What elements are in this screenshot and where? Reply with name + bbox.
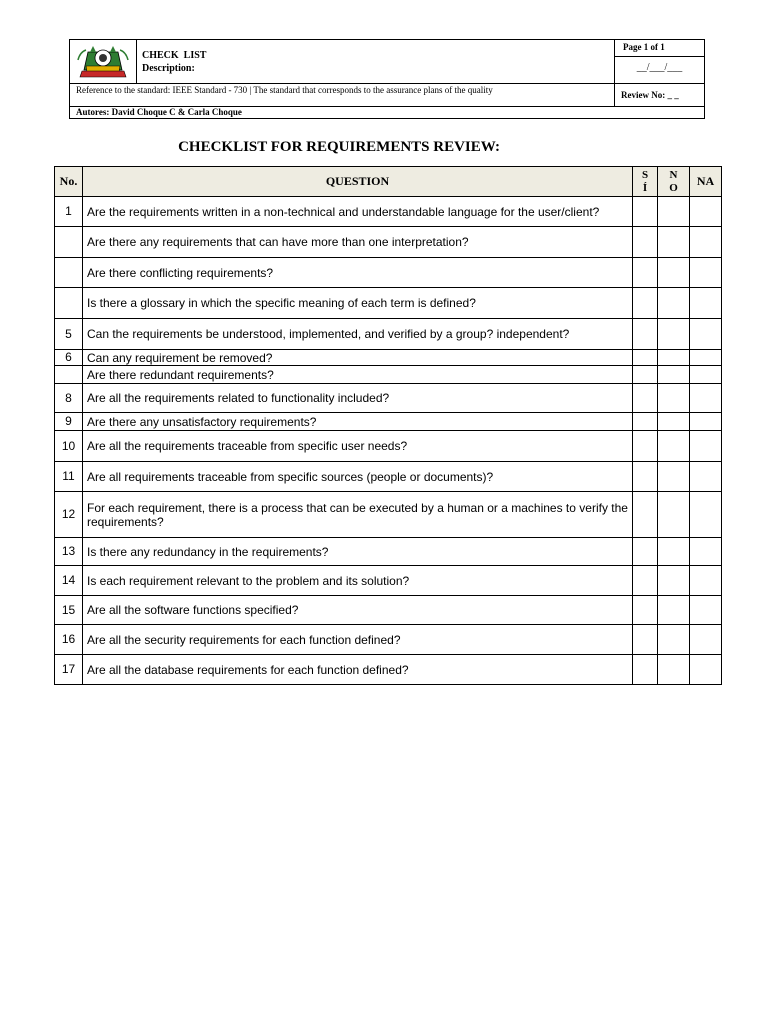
no-checkbox-cell[interactable] [658,625,690,655]
row-number: 6 [55,350,83,366]
question-text: Are there any unsatisfactory requirements? [83,413,633,431]
table-row [55,197,722,227]
no-checkbox-cell[interactable] [658,350,690,366]
reference-standard: Reference to the standard: IEEE Standard - 730 | The standard that corresponds to the assurance plans of the quality [70,84,614,107]
no-checkbox-cell[interactable] [658,655,690,685]
check-list-label: CHECK LIST [142,50,207,61]
na-checkbox-cell[interactable] [690,227,722,258]
question-text: Are there any requirements that can have more than one interpretation? [83,227,633,258]
question-text: Is each requirement relevant to the problem and its solution? [83,566,633,596]
table-row [55,227,722,258]
authors: Autores: David Choque C & Carla Choque [76,107,242,117]
column-header-question: QUESTION [83,167,633,197]
na-checkbox-cell[interactable] [690,596,722,625]
table-row [55,384,722,413]
question-text: Are all requirements traceable from specific sources (people or documents)? [83,462,633,492]
na-checkbox-cell[interactable] [690,413,722,431]
column-header-na: NA [690,167,722,197]
no-checkbox-cell[interactable] [658,538,690,566]
na-checkbox-cell[interactable] [690,655,722,685]
document-header [69,39,705,119]
si-checkbox-cell[interactable] [633,492,658,538]
na-checkbox-cell[interactable] [690,462,722,492]
si-checkbox-cell[interactable] [633,366,658,384]
si-checkbox-cell[interactable] [633,413,658,431]
logo-cell [70,40,137,84]
question-text: Can the requirements be understood, implemented, and verified by a group? independent? [83,319,633,350]
row-number [55,258,83,288]
no-checkbox-cell[interactable] [658,431,690,462]
si-checkbox-cell[interactable] [633,655,658,685]
no-checkbox-cell[interactable] [658,492,690,538]
na-checkbox-cell[interactable] [690,625,722,655]
na-checkbox-cell[interactable] [690,366,722,384]
na-checkbox-cell[interactable] [690,538,722,566]
na-checkbox-cell[interactable] [690,319,722,350]
row-number: 16 [55,625,83,655]
no-checkbox-cell[interactable] [658,258,690,288]
question-text: Can any requirement be removed? [83,350,633,366]
row-number: 9 [55,413,83,431]
row-number: 5 [55,319,83,350]
na-checkbox-cell[interactable] [690,258,722,288]
page-number: Page 1 of 1 [614,40,704,57]
table-row [55,431,722,462]
si-checkbox-cell[interactable] [633,462,658,492]
row-number [55,227,83,258]
no-checkbox-cell[interactable] [658,462,690,492]
si-checkbox-cell[interactable] [633,596,658,625]
si-checkbox-cell[interactable] [633,538,658,566]
no-checkbox-cell[interactable] [658,227,690,258]
column-header-no: No. [55,167,83,197]
question-text: Are all the software functions specified? [83,596,633,625]
table-row [55,319,722,350]
question-text: Are there conflicting requirements? [83,258,633,288]
na-checkbox-cell[interactable] [690,566,722,596]
table-row [55,492,722,538]
na-checkbox-cell[interactable] [690,197,722,227]
table-row [55,625,722,655]
si-checkbox-cell[interactable] [633,319,658,350]
no-checkbox-cell[interactable] [658,366,690,384]
question-text: Are the requirements written in a non-technical and understandable language for the user/client? [83,197,633,227]
na-checkbox-cell[interactable] [690,384,722,413]
column-header-no-answer: N O [658,167,690,197]
na-checkbox-cell[interactable] [690,431,722,462]
no-checkbox-cell[interactable] [658,288,690,319]
checklist-table [54,166,722,685]
table-row [55,366,722,384]
row-number: 13 [55,538,83,566]
si-checkbox-cell[interactable] [633,258,658,288]
review-number: Review No: _ _ [614,84,704,107]
table-row [55,596,722,625]
na-checkbox-cell[interactable] [690,288,722,319]
question-text: Are all the requirements traceable from specific user needs? [83,431,633,462]
page-title: CHECKLIST FOR REQUIREMENTS REVIEW: [178,139,500,155]
question-text: Is there a glossary in which the specific meaning of each term is defined? [83,288,633,319]
si-checkbox-cell[interactable] [633,197,658,227]
question-text: For each requirement, there is a process that can be executed by a human or a machines to verify the requirements? [83,492,633,538]
si-checkbox-cell[interactable] [633,625,658,655]
question-text: Are there redundant requirements? [83,366,633,384]
si-checkbox-cell[interactable] [633,350,658,366]
table-row [55,566,722,596]
table-row [55,655,722,685]
row-number: 1 [55,197,83,227]
table-row [55,288,722,319]
row-number [55,366,83,384]
no-checkbox-cell[interactable] [658,197,690,227]
table-row [55,350,722,366]
na-checkbox-cell[interactable] [690,350,722,366]
no-checkbox-cell[interactable] [658,566,690,596]
no-checkbox-cell[interactable] [658,596,690,625]
na-checkbox-cell[interactable] [690,492,722,538]
row-number: 12 [55,492,83,538]
description-label: Description: [142,63,195,74]
table-header-row [55,167,722,197]
no-checkbox-cell[interactable] [658,384,690,413]
si-checkbox-cell[interactable] [633,288,658,319]
question-text: Is there any redundancy in the requirements? [83,538,633,566]
row-number: 10 [55,431,83,462]
question-text: Are all the database requirements for each function defined? [83,655,633,685]
si-checkbox-cell[interactable] [633,384,658,413]
table-row [55,462,722,492]
si-checkbox-cell[interactable] [633,227,658,258]
row-number: 8 [55,384,83,413]
row-number: 11 [55,462,83,492]
no-checkbox-cell[interactable] [658,319,690,350]
date-field: __/___/___ [614,57,704,84]
column-header-si: S Í [633,167,658,197]
institution-logo-icon [70,40,136,83]
si-checkbox-cell[interactable] [633,431,658,462]
table-row [55,538,722,566]
title-cell [137,40,614,84]
question-text: Are all the security requirements for each function defined? [83,625,633,655]
row-number: 15 [55,596,83,625]
no-checkbox-cell[interactable] [658,413,690,431]
row-number: 17 [55,655,83,685]
table-row [55,258,722,288]
row-number: 14 [55,566,83,596]
table-row [55,413,722,431]
si-checkbox-cell[interactable] [633,566,658,596]
row-number [55,288,83,319]
question-text: Are all the requirements related to functionality included? [83,384,633,413]
